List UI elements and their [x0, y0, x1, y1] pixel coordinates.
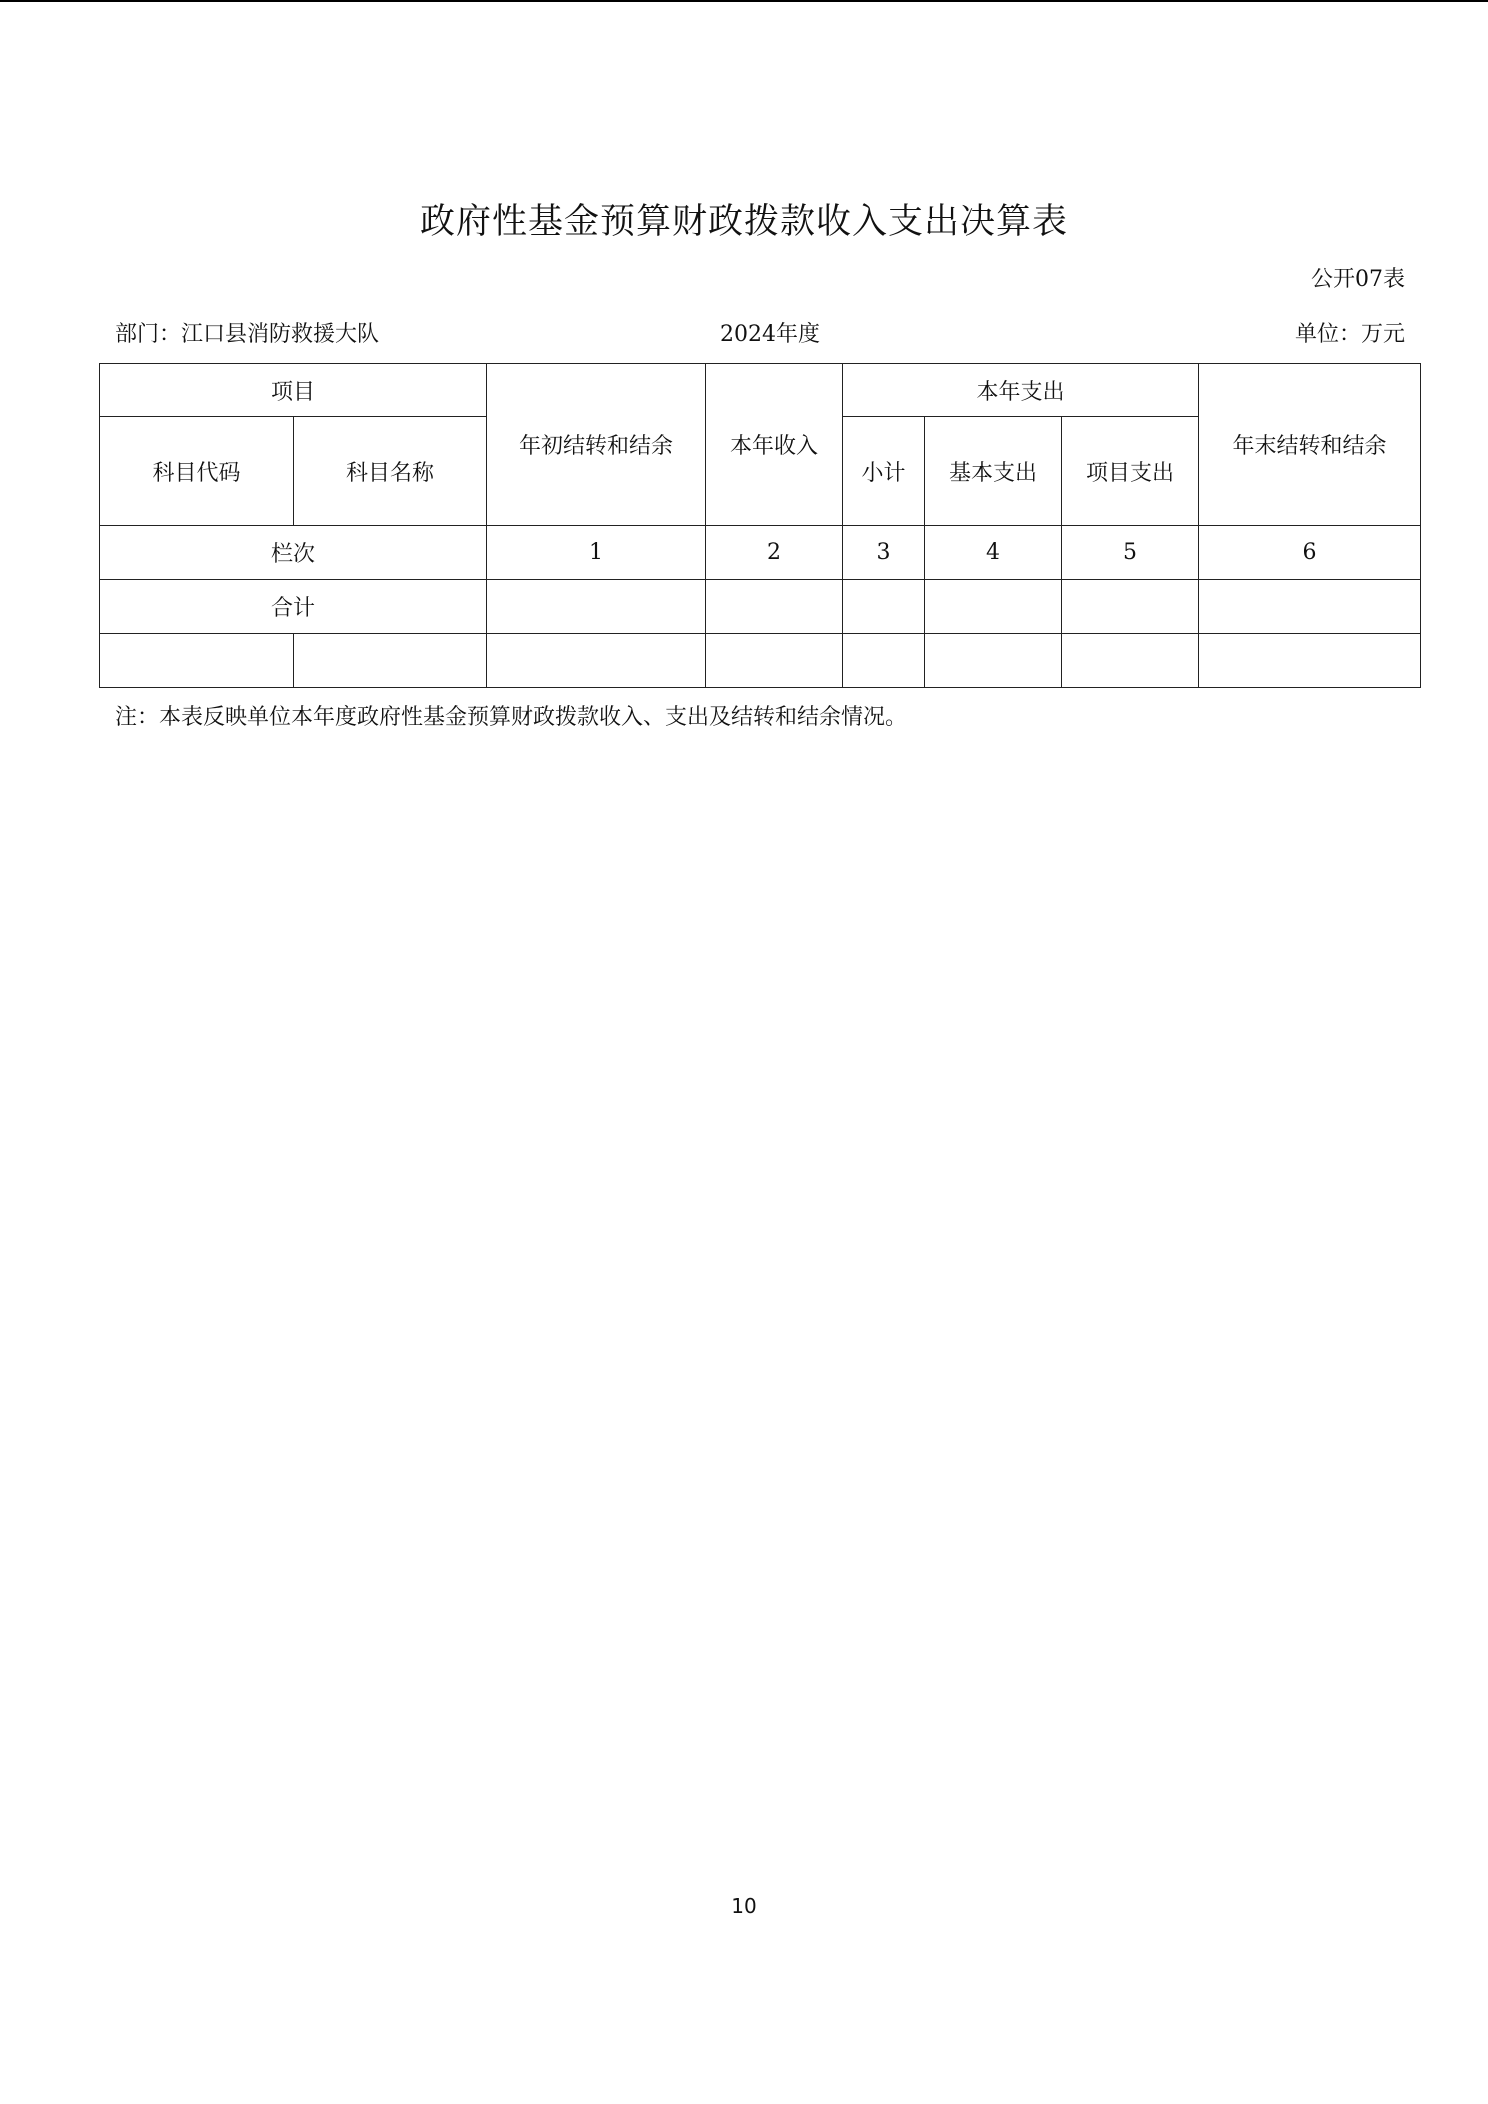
- total-current-income: [706, 580, 843, 634]
- header-subject-name: 科目名称: [294, 417, 487, 526]
- total-project-expense: [1062, 580, 1199, 634]
- empty-subject-name: [294, 634, 487, 688]
- header-subtotal: 小计: [843, 417, 925, 526]
- header-project-expense: 项目支出: [1062, 417, 1199, 526]
- total-subtotal: [843, 580, 925, 634]
- empty-subject-code: [100, 634, 294, 688]
- top-border-line: [0, 0, 1488, 2]
- empty-current-income: [706, 634, 843, 688]
- total-closing-balance: [1199, 580, 1421, 634]
- total-row: [100, 580, 1421, 634]
- column-index-1: 1: [487, 526, 706, 580]
- table-row: [100, 634, 1421, 688]
- header-current-expense: 本年支出: [843, 364, 1199, 417]
- header-closing-balance: 年末结转和结余: [1199, 364, 1421, 526]
- page-number: 10: [731, 1894, 757, 1918]
- header-current-income: 本年收入: [706, 364, 843, 526]
- header-opening-balance: 年初结转和结余: [487, 364, 706, 526]
- fiscal-year: 2024年度: [720, 322, 820, 347]
- column-index-2: 2: [706, 526, 843, 580]
- column-index-row: [100, 526, 1421, 580]
- column-index-5: 5: [1062, 526, 1199, 580]
- department-label: 部门：江口县消防救援大队: [115, 322, 380, 347]
- empty-basic-expense: [925, 634, 1062, 688]
- page-title: 政府性基金预算财政拨款收入支出决算表: [419, 202, 1068, 242]
- budget-table: [99, 363, 1421, 688]
- column-index-label: 栏次: [100, 526, 487, 580]
- column-index-3: 3: [843, 526, 925, 580]
- header-subject-code: 科目代码: [100, 417, 294, 526]
- empty-subtotal: [843, 634, 925, 688]
- empty-project-expense: [1062, 634, 1199, 688]
- empty-closing-balance: [1199, 634, 1421, 688]
- total-basic-expense: [925, 580, 1062, 634]
- total-label: 合计: [100, 580, 487, 634]
- meta-row: [115, 318, 1405, 352]
- header-item: 项目: [100, 364, 487, 417]
- empty-opening-balance: [487, 634, 706, 688]
- header-row-1: [100, 364, 1421, 417]
- table-note: 注：本表反映单位本年度政府性基金预算财政拨款收入、支出及结转和结余情况。: [115, 705, 908, 730]
- header-basic-expense: 基本支出: [925, 417, 1062, 526]
- form-code: 公开07表: [1311, 267, 1405, 292]
- column-index-4: 4: [925, 526, 1062, 580]
- total-opening-balance: [487, 580, 706, 634]
- column-index-6: 6: [1199, 526, 1421, 580]
- unit-label: 单位：万元: [1294, 322, 1405, 347]
